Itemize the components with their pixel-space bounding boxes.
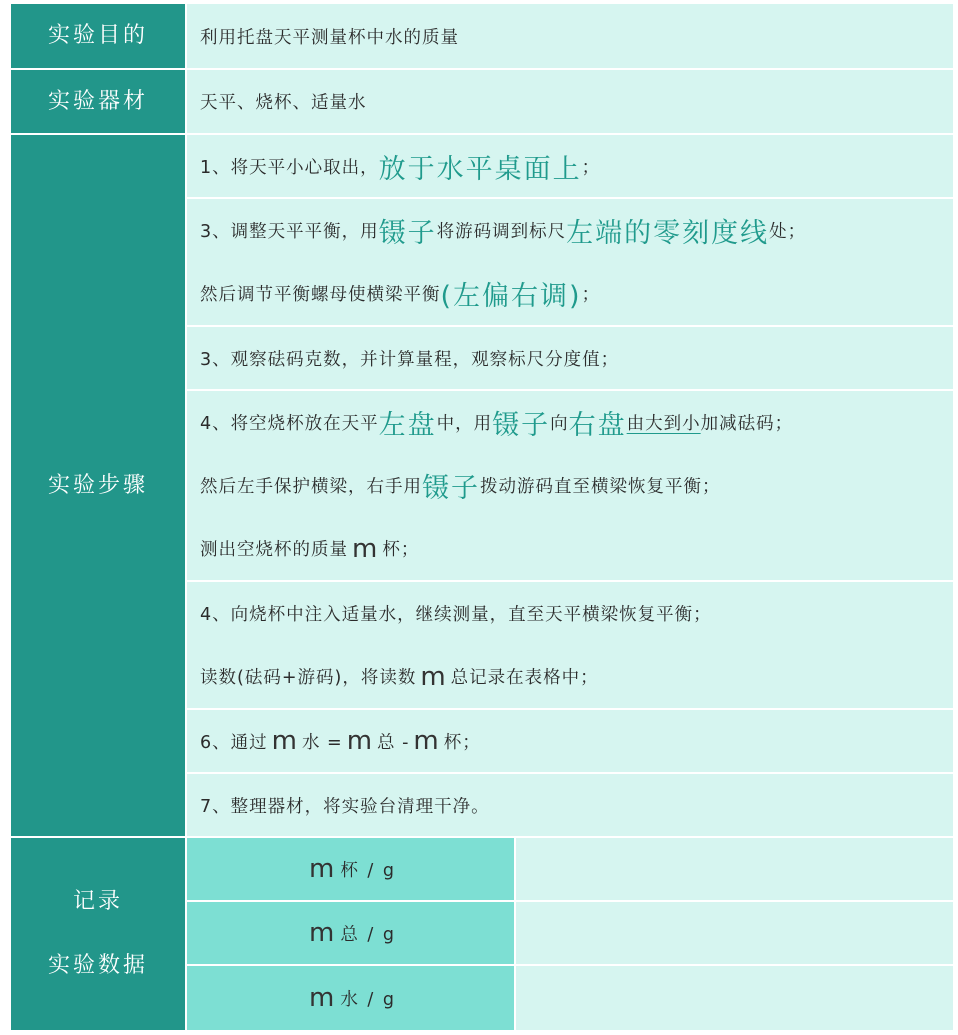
- record-row-water-label: [187, 966, 514, 1030]
- step-4-l3b: 杯；: [382, 540, 420, 560]
- experiment-table: [11, 4, 953, 1030]
- step-4-tweezers: 镊子: [492, 410, 551, 441]
- record-row-cup-value[interactable]: [516, 838, 953, 900]
- record-label-line-2: 实验数据: [47, 953, 148, 978]
- materials-cell: [187, 70, 953, 133]
- mass-symbol: m: [420, 661, 447, 692]
- steps-label: 实验步骤: [11, 135, 185, 836]
- step-4-l2a: 然后左手保护横梁，右手用: [200, 477, 422, 497]
- step-6-a: 6、通过: [200, 732, 268, 753]
- step-2-line-1: [200, 199, 953, 262]
- mass-symbol: m: [413, 726, 440, 756]
- record-label-line-1: 记录: [72, 889, 123, 914]
- step-2-rule: (左偏右调): [440, 281, 582, 312]
- record-row-cup-label: [187, 838, 514, 900]
- mass-symbol: m: [346, 726, 374, 756]
- record-row-total-text: 总 / g: [340, 924, 396, 945]
- step-4-l1c: 中，用: [436, 414, 493, 434]
- step-2-zero-mark: 左端的零刻度线: [566, 218, 770, 249]
- step-5-line-1: 4、向烧杯中注入适量水，继续测量，直至天平横梁恢复平衡；: [200, 605, 712, 625]
- step-4-l1h: 加减砝码；: [700, 414, 794, 434]
- step-1-emphasis: 放于水平桌面上: [378, 153, 582, 185]
- step-2-line-2: [200, 262, 953, 325]
- record-row-cup-text: 杯 / g: [340, 860, 396, 881]
- purpose-text: 利用托盘天平测量杯中水的质量: [200, 27, 459, 48]
- step-4-l1e: 向: [550, 414, 569, 434]
- mass-symbol: m: [352, 533, 379, 564]
- step-1-text: [200, 135, 953, 197]
- step-2: [187, 199, 953, 325]
- step-6-b: 水 =: [301, 732, 343, 753]
- mass-symbol: m: [271, 726, 298, 756]
- step-4-right-pan: 右盘: [568, 410, 627, 441]
- step-7-text: 7、整理器材，将实验台清理干净。: [200, 796, 490, 817]
- step-6-d: 杯；: [443, 732, 481, 753]
- step-4-line-1: [200, 391, 953, 454]
- step-4-line-2: [200, 454, 953, 517]
- step-2-l1e: 处；: [769, 222, 807, 242]
- record-label: [11, 838, 185, 1030]
- step-2-tweezers: 镊子: [378, 218, 437, 249]
- step-1: [187, 135, 953, 197]
- step-5-line-2: [200, 645, 953, 708]
- step-7: [187, 774, 953, 836]
- step-6-text: [200, 710, 953, 772]
- step-4-l3a: 测出空烧杯的质量: [200, 540, 348, 560]
- step-3: [187, 327, 953, 389]
- record-row-water-value[interactable]: [516, 966, 953, 1030]
- step-5: [187, 582, 953, 708]
- mass-symbol: m: [309, 983, 337, 1013]
- step-2-l2c: ；: [581, 285, 601, 305]
- step-4: [187, 391, 953, 580]
- step-4-tweezers-2: 镊子: [422, 473, 480, 504]
- step-1-c: ；: [581, 157, 601, 178]
- step-3-text: 3、观察砝码克数，并计算量程，观察标尺分度值；: [200, 349, 620, 370]
- record-row-total-value[interactable]: [516, 902, 953, 964]
- mass-symbol: m: [309, 918, 337, 948]
- step-6: [187, 710, 953, 772]
- step-6-c: 总 -: [377, 732, 410, 753]
- materials-label: 实验器材: [11, 70, 185, 133]
- record-row-water-text: 水 / g: [340, 989, 396, 1010]
- step-4-line-3: [200, 517, 953, 580]
- step-5-l2b: 总记录在表格中；: [450, 668, 599, 688]
- step-4-l1a: 4、将空烧杯放在天平: [200, 414, 379, 434]
- purpose-cell: [187, 4, 953, 68]
- mass-symbol: m: [309, 854, 337, 884]
- step-2-l1c: 将游码调到标尺: [436, 222, 567, 242]
- materials-text: 天平、烧杯、适量水: [200, 93, 367, 113]
- step-4-l2c: 拨动游码直至横梁恢复平衡；: [480, 477, 721, 497]
- step-2-l1a: 3、调整天平平衡，用: [200, 222, 379, 242]
- step-2-l2a: 然后调节平衡螺母使横梁平衡: [200, 285, 441, 305]
- step-4-order: 由大到小: [626, 414, 701, 434]
- purpose-label: 实验目的: [11, 4, 185, 68]
- record-row-total-label: [187, 902, 514, 964]
- step-1-a: 1、将天平小心取出，: [200, 157, 379, 178]
- step-4-left-pan: 左盘: [378, 410, 437, 441]
- step-5-l2a: 读数(砝码+游码)，将读数: [200, 668, 417, 688]
